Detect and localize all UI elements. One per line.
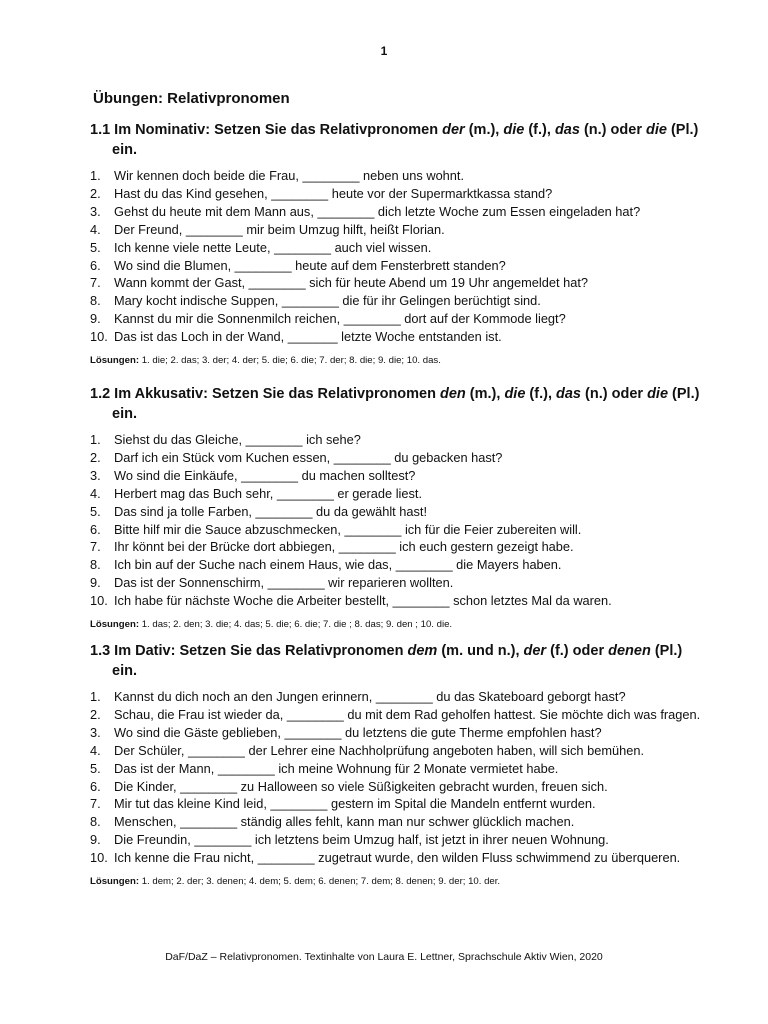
item-text: Das ist das Loch in der Wand, _______ letzte Woche entstanden ist. <box>114 329 502 345</box>
item-text: Die Freundin, ________ ich letztens beim Umzug half, ist jetzt in ihrer neuen Wohnung. <box>114 832 609 848</box>
document-title: Übungen: Relativpronomen <box>93 90 290 107</box>
item-text: Wann kommt der Gast, ________ sich für heute Abend um 19 Uhr angemeldet hat? <box>114 275 589 291</box>
solutions-label: Lösungen: <box>90 619 140 631</box>
section-nominativ <box>90 120 710 367</box>
exercise-item <box>90 203 710 221</box>
exercise-item <box>90 467 710 485</box>
exercise-item <box>90 538 710 556</box>
heading-text: (Pl.) ein. <box>112 643 683 679</box>
item-number: 6. <box>90 257 101 273</box>
heading-text: (f.), <box>524 122 555 138</box>
item-number: 1. <box>90 168 101 183</box>
item-number: 5. <box>90 503 101 519</box>
item-number: 9. <box>90 832 101 848</box>
exercise-item <box>90 310 710 328</box>
heading-pronoun: die <box>647 386 669 402</box>
item-text: Ich bin auf der Suche nach einem Haus, wie das, ________ die Mayers haben. <box>114 557 562 573</box>
exercise-item <box>90 431 710 449</box>
heading-pronoun: der <box>523 643 547 659</box>
heading-pronoun: die <box>503 122 525 138</box>
exercise-item <box>90 742 710 760</box>
solutions-text: 1. die; 2. das; 3. der; 4. der; 5. die; 6. die; 7. der; 8. die; 9. die; 10. das. <box>139 355 441 367</box>
item-number: 4. <box>90 485 101 501</box>
solutions <box>90 354 710 367</box>
item-number: 7. <box>90 796 101 812</box>
exercise-item <box>90 221 710 239</box>
heading-text: (n.) oder <box>581 386 648 402</box>
item-number: 8. <box>90 293 101 309</box>
item-number: 2. <box>90 185 101 201</box>
exercise-item <box>90 503 710 521</box>
item-text: Mir tut das kleine Kind leid, ________ gestern im Spital die Mandeln entfernt wurden. <box>114 796 596 812</box>
section-heading <box>90 641 710 681</box>
exercise-item <box>90 849 710 867</box>
exercise-list <box>90 688 710 867</box>
item-number: 10. <box>90 329 108 345</box>
item-number: 10. <box>90 593 108 609</box>
section-akkusativ <box>90 384 710 631</box>
heading-pronoun: dem <box>407 643 438 659</box>
heading-pronoun: der <box>442 122 465 138</box>
exercise-item <box>90 778 710 796</box>
item-number: 1. <box>90 432 101 447</box>
exercise-item <box>90 185 710 203</box>
item-text: Das sind ja tolle Farben, ________ du da gewählt hast! <box>114 503 428 519</box>
item-text: Ich habe für nächste Woche die Arbeiter bestellt, ________ schon letztes Mal da waren. <box>114 593 612 609</box>
solutions-label: Lösungen: <box>90 876 140 888</box>
item-number: 5. <box>90 239 101 255</box>
item-number: 1. <box>90 689 101 704</box>
heading-pronoun: die <box>504 386 526 402</box>
item-number: 2. <box>90 449 101 465</box>
page-number: 1 <box>380 44 388 58</box>
exercise-item <box>90 688 710 706</box>
exercise-item <box>90 257 710 275</box>
item-text: Menschen, ________ ständig alles fehlt, kann man nur schwer glücklich machen. <box>114 814 575 830</box>
item-text: Die Kinder, ________ zu Halloween so viele Süßigkeiten gebracht wurden, freuen sich. <box>114 778 608 794</box>
item-number: 9. <box>90 311 101 327</box>
item-text: Schau, die Frau ist wieder da, ________ du mit dem Rad geholfen hattest. Sie möchte dich was fragen. <box>114 706 701 722</box>
item-number: 4. <box>90 742 101 758</box>
item-text: Ich kenne die Frau nicht, ________ zugetraut wurde, den wilden Fluss schwimmend zu überqueren. <box>114 850 681 866</box>
exercise-item <box>90 239 710 257</box>
heading-pronoun: das <box>556 386 582 402</box>
solutions <box>90 875 710 888</box>
solutions-text: 1. das; 2. den; 3. die; 4. das; 5. die; 6. die; 7. die ; 8. das; 9. den ; 10. die. <box>139 619 453 631</box>
heading-text: (m.), <box>465 386 505 402</box>
item-text: Herbert mag das Buch sehr, ________ er gerade liest. <box>114 485 423 501</box>
item-text: Mary kocht indische Suppen, ________ die für ihr Gelingen berüchtigt sind. <box>114 293 541 309</box>
heading-pronoun: die <box>646 122 667 138</box>
item-number: 8. <box>90 814 101 830</box>
item-text: Siehst du das Gleiche, ________ ich sehe? <box>114 432 361 447</box>
item-number: 10. <box>90 850 108 866</box>
exercise-item <box>90 556 710 574</box>
item-number: 9. <box>90 575 101 591</box>
heading-text: (Pl.) ein. <box>112 122 699 158</box>
exercise-item <box>90 706 710 724</box>
heading-text: (n.) oder <box>579 122 646 138</box>
exercise-item <box>90 328 710 346</box>
exercise-item <box>90 167 710 185</box>
item-number: 2. <box>90 706 101 722</box>
exercise-item <box>90 831 710 849</box>
item-text: Ihr könnt bei der Brücke dort abbiegen, ________ ich euch gestern gezeigt habe. <box>114 539 574 555</box>
exercise-item <box>90 813 710 831</box>
solutions-text: 1. dem; 2. der; 3. denen; 4. dem; 5. dem; 6. denen; 7. dem; 8. denen; 9. der; 10. der. <box>139 876 501 888</box>
item-text: Das ist der Mann, ________ ich meine Wohnung für 2 Monate vermietet habe. <box>114 760 559 776</box>
item-number: 7. <box>90 275 101 291</box>
exercise-item <box>90 292 710 310</box>
item-number: 3. <box>90 724 101 740</box>
item-number: 8. <box>90 557 101 573</box>
solutions <box>90 618 710 631</box>
exercise-item <box>90 521 710 539</box>
item-text: Bitte hilf mir die Sauce abzuschmecken, ________ ich für die Feier zubereiten will. <box>114 521 582 537</box>
exercise-item <box>90 760 710 778</box>
exercise-item <box>90 724 710 742</box>
exercise-item <box>90 574 710 592</box>
section-dativ <box>90 641 710 888</box>
item-number: 3. <box>90 203 101 219</box>
item-text: Hast du das Kind gesehen, ________ heute vor der Supermarktkassa stand? <box>114 185 553 201</box>
item-text: Der Schüler, ________ der Lehrer eine Nachholprüfung angeboten haben, will sich bemühen. <box>114 742 645 758</box>
item-number: 3. <box>90 467 101 483</box>
item-text: Darf ich ein Stück vom Kuchen essen, ________ du gebacken hast? <box>114 449 503 465</box>
item-text: Kannst du mir die Sonnenmilch reichen, ________ dort auf der Kommode liegt? <box>114 311 566 327</box>
item-text: Gehst du heute mit dem Mann aus, ________ dich letzte Woche zum Essen eingeladen hat? <box>114 203 641 219</box>
heading-pronoun: denen <box>608 643 651 659</box>
heading-text: (f.) oder <box>546 643 609 659</box>
item-number: 6. <box>90 778 101 794</box>
item-text: Das ist der Sonnenschirm, ________ wir reparieren wollten. <box>114 575 454 591</box>
item-number: 5. <box>90 760 101 776</box>
heading-text: 1.2 Im Akkusativ: Setzen Sie das Relativpronomen <box>90 386 440 402</box>
heading-pronoun: den <box>440 386 466 402</box>
item-text: Kannst du dich noch an den Jungen erinnern, ________ du das Skateboard geborgt hast? <box>114 689 626 704</box>
exercise-item <box>90 592 710 610</box>
exercise-item <box>90 274 710 292</box>
heading-text: (f.), <box>525 386 557 402</box>
item-text: Der Freund, ________ mir beim Umzug hilft, heißt Florian. <box>114 221 445 237</box>
item-number: 4. <box>90 221 101 237</box>
solutions-label: Lösungen: <box>90 355 140 367</box>
section-heading <box>90 384 710 424</box>
item-number: 7. <box>90 539 101 555</box>
item-text: Wo sind die Blumen, ________ heute auf dem Fensterbrett standen? <box>114 257 506 273</box>
exercise-item <box>90 485 710 503</box>
heading-text: 1.1 Im Nominativ: Setzen Sie das Relativpronomen <box>90 122 443 138</box>
heading-pronoun: das <box>554 122 580 138</box>
exercise-list <box>90 167 710 346</box>
item-number: 6. <box>90 521 101 537</box>
heading-text: (m.), <box>464 122 504 138</box>
heading-text: (Pl.) ein. <box>112 386 700 422</box>
item-text: Wo sind die Einkäufe, ________ du machen solltest? <box>114 467 416 483</box>
heading-text: 1.3 Im Dativ: Setzen Sie das Relativpronomen <box>90 643 408 659</box>
item-text: Wir kennen doch beide die Frau, ________ neben uns wohnt. <box>114 168 465 183</box>
section-heading <box>90 120 710 160</box>
item-text: Wo sind die Gäste geblieben, ________ du letztens die gute Therme empfohlen hast? <box>114 724 602 740</box>
page-footer: DaF/DaZ – Relativpronomen. Textinhalte von Laura E. Lettner, Sprachschule Aktiv Wien, 2020 <box>165 951 603 963</box>
exercise-item <box>90 449 710 467</box>
exercise-item <box>90 795 710 813</box>
exercise-list <box>90 431 710 610</box>
heading-text: (m. und n.), <box>437 643 524 659</box>
item-text: Ich kenne viele nette Leute, ________ auch viel wissen. <box>114 239 432 255</box>
